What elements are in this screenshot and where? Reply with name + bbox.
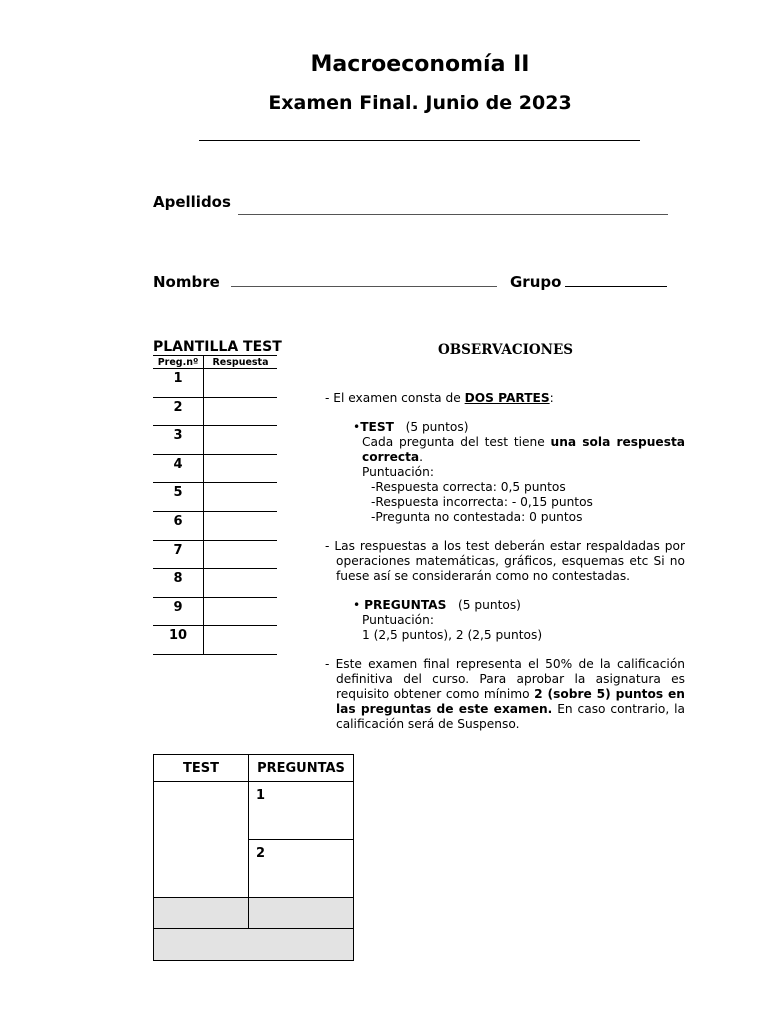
final-bold: 2 (sobre 5) puntos en las preguntas de este examen. — [336, 687, 685, 716]
preguntas-detail: 1 (2,5 puntos), 2 (2,5 puntos) — [362, 628, 543, 642]
intro-prefix: - El examen consta de — [325, 391, 465, 405]
exam-title: Macroeconomía II — [310, 52, 530, 77]
answer-cell[interactable] — [204, 597, 278, 626]
intro-suffix: : — [549, 391, 554, 405]
answer-row — [153, 597, 277, 626]
final-suffix: En caso contrario, la calificación será de Suspenso. — [336, 702, 686, 731]
test-label: TEST — [360, 420, 394, 434]
grupo-label: Grupo — [510, 273, 562, 291]
score-col-preguntas: PREGUNTAS — [249, 755, 354, 782]
answer-row — [153, 426, 277, 455]
score-final-total[interactable] — [154, 929, 354, 961]
answer-cell[interactable] — [204, 454, 278, 483]
answer-cell[interactable] — [204, 540, 278, 569]
score-col-test: TEST — [154, 755, 249, 782]
apellidos-label: Apellidos — [153, 193, 231, 211]
answer-cell[interactable] — [204, 569, 278, 598]
preguntas-heading — [353, 598, 521, 613]
question-number: 6 — [153, 511, 204, 540]
answer-row — [153, 483, 277, 512]
intro-line — [325, 391, 554, 406]
answer-cell[interactable] — [204, 511, 278, 540]
question-number: 7 — [153, 540, 204, 569]
exam-subtitle: Examen Final. Junio de 2023 — [268, 92, 572, 114]
question-number: 3 — [153, 426, 204, 455]
question-number: 9 — [153, 597, 204, 626]
test-puntuacion: Puntuación: — [362, 465, 434, 479]
intro-bold: DOS PARTES — [464, 391, 550, 405]
test-desc-prefix: Cada pregunta del test tiene — [362, 435, 551, 449]
final-note — [325, 657, 685, 732]
test-desc-suffix: . — [419, 450, 424, 464]
puntuacion-correcta: -Respuesta correcta: 0,5 puntos — [371, 480, 566, 494]
test-desc-bold: una sola respuesta correcta — [362, 435, 686, 464]
test-heading — [353, 420, 468, 435]
preguntas-points: (5 puntos) — [458, 598, 521, 612]
bullet-icon: • — [353, 598, 361, 612]
puntuacion-no-contestada: -Pregunta no contestada: 0 puntos — [371, 510, 583, 524]
title-divider — [199, 140, 640, 141]
col-respuesta: Respuesta — [204, 356, 278, 369]
score-preguntas-total[interactable] — [249, 898, 354, 929]
observaciones-title: OBSERVACIONES — [438, 342, 574, 358]
bullet-icon: • — [353, 420, 361, 434]
col-preg: Preg.nº — [153, 356, 204, 369]
answer-cell[interactable] — [204, 626, 278, 655]
score-test-total[interactable] — [154, 898, 249, 929]
answer-cell[interactable] — [204, 369, 278, 398]
puntuacion-incorrecta: -Respuesta incorrecta: - 0,15 puntos — [371, 495, 593, 509]
answer-sheet-table — [153, 355, 277, 655]
question-number: 5 — [153, 483, 204, 512]
preguntas-label: PREGUNTAS — [364, 598, 447, 612]
answer-rows — [153, 369, 277, 655]
score-table — [153, 754, 354, 961]
final-prefix: - Este examen final representa el 50% de la calificación definitiva del curso. Para aprobar la asignatura es requisito obtener como mínimo — [325, 657, 685, 701]
grupo-field[interactable] — [565, 286, 667, 287]
plantilla-title: PLANTILLA TEST — [153, 339, 282, 355]
question-number: 2 — [153, 397, 204, 426]
answer-row — [153, 454, 277, 483]
apellidos-field[interactable] — [238, 214, 668, 215]
answer-cell[interactable] — [204, 397, 278, 426]
answer-row — [153, 540, 277, 569]
answer-row — [153, 369, 277, 398]
respaldo-note: - Las respuestas a los test deberán estar respaldadas por operaciones matemáticas, gráficos, esquemas etc Si no fuese así se considerarán como no contestadas. — [325, 539, 685, 583]
score-pregunta-1[interactable]: 1 — [249, 782, 354, 840]
answer-cell[interactable] — [204, 483, 278, 512]
question-number: 10 — [153, 626, 204, 655]
answer-row — [153, 511, 277, 540]
answer-row — [153, 626, 277, 655]
score-pregunta-2[interactable]: 2 — [249, 840, 354, 898]
question-number: 8 — [153, 569, 204, 598]
answer-cell[interactable] — [204, 426, 278, 455]
preguntas-puntuacion: Puntuación: — [362, 613, 434, 627]
test-description — [362, 435, 685, 465]
score-test-cell[interactable] — [154, 782, 249, 898]
answer-row — [153, 397, 277, 426]
nombre-field[interactable] — [231, 286, 497, 287]
test-points: (5 puntos) — [405, 420, 469, 434]
answer-row — [153, 569, 277, 598]
nombre-label: Nombre — [153, 273, 220, 291]
question-number: 1 — [153, 369, 204, 398]
question-number: 4 — [153, 454, 204, 483]
